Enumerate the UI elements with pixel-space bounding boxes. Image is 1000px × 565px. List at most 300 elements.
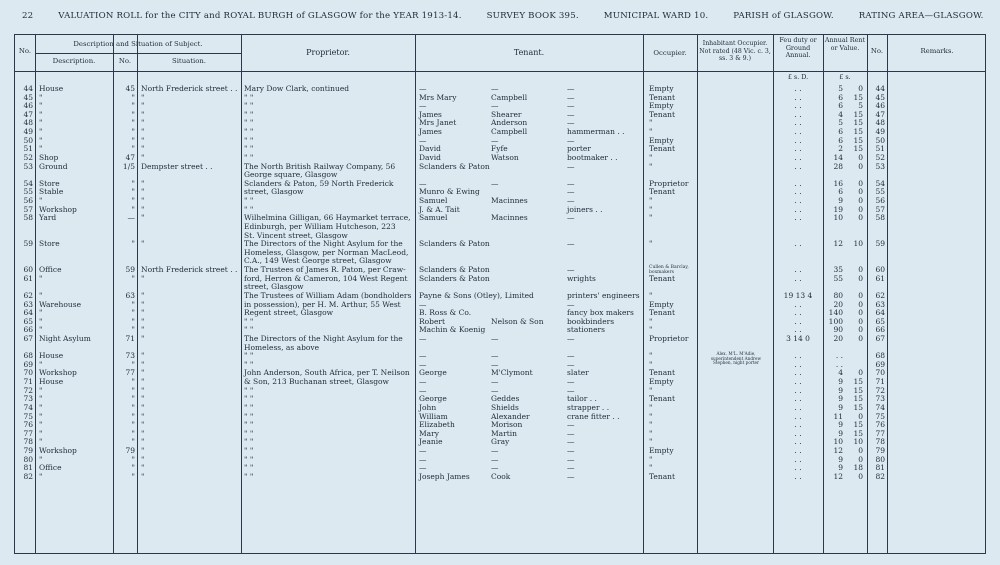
row-proprietor: St. Vincent street, Glasgow <box>244 230 348 240</box>
header-rule <box>15 71 985 72</box>
row-number-right: 66 <box>875 325 885 335</box>
row-number-right: 81 <box>875 463 885 473</box>
row-feu-duty: . . <box>794 299 802 309</box>
row-proprietor: " " <box>244 101 254 111</box>
row-proprietor: & Son, 213 Buchanan street, Glasgow <box>244 377 389 387</box>
row-number: 47 <box>23 109 33 119</box>
row-rent-pounds: 140 <box>828 308 843 318</box>
row-tenant-trade: — <box>567 265 575 275</box>
row-description: " <box>39 385 43 395</box>
row-feu-duty: . . <box>794 135 802 145</box>
row-rent-pounds: 4 <box>838 109 843 119</box>
row-tenant-first: David <box>419 144 441 154</box>
row-occupier: Tenant <box>649 368 676 378</box>
row-rent-pounds: 9 <box>838 463 843 473</box>
row-tenant-first: William <box>419 411 448 421</box>
row-tenant-first: — <box>419 333 427 343</box>
row-number: 68 <box>23 351 33 361</box>
row-tenant-trade: hammerman . . <box>567 127 625 137</box>
row-occupier: Tenant <box>649 273 676 283</box>
row-rent-pounds: 90 <box>833 325 843 335</box>
row-proprietor: The Directors of the Night Asylum for the <box>244 333 403 343</box>
row-description: Night Asylum <box>39 333 91 343</box>
row-rent-shillings: 0 <box>858 299 863 309</box>
row-proprietor: John Anderson, South Africa, per T. Neilson <box>244 368 410 378</box>
row-description: Stable <box>39 187 64 197</box>
row-tenant-first: Payne & Sons (Otley), Limited <box>419 290 534 300</box>
parish: PARISH of GLASGOW. <box>733 11 834 21</box>
row-tenant-first: — <box>419 454 427 464</box>
row-street-number: " <box>131 127 135 137</box>
row-tenant-last: Martin <box>491 428 517 438</box>
row-proprietor: " " <box>244 351 254 361</box>
row-feu-duty: . . <box>794 308 802 318</box>
row-rent-shillings: 15 <box>853 377 863 387</box>
row-tenant-last: Gray <box>491 437 510 447</box>
table-row <box>15 214 987 223</box>
row-proprietor: The North British Railway Company, 56 <box>244 161 396 171</box>
row-description: Shop <box>39 152 59 162</box>
row-tenant-trade: — <box>567 463 575 473</box>
row-tenant-first: Mrs Mary <box>419 92 457 102</box>
row-number: 53 <box>23 161 33 171</box>
row-feu-duty: . . <box>794 144 802 154</box>
row-rent-shillings: 0 <box>858 471 863 481</box>
row-street-number: 47 <box>125 152 135 162</box>
row-tenant-first: Sclanders & Paton <box>419 273 490 283</box>
row-description: " <box>39 290 43 300</box>
row-feu-duty: . . <box>794 118 802 128</box>
row-occupier: Proprietor <box>649 178 689 188</box>
row-situation: " <box>141 290 145 300</box>
row-occupier: Cullen & Barclay, boxmakers <box>649 265 689 275</box>
row-situation: " <box>141 196 145 206</box>
row-rent-pounds: 12 <box>833 471 843 481</box>
row-description: House <box>39 84 64 93</box>
row-description: " <box>39 428 43 438</box>
row-number-right: 70 <box>875 368 885 378</box>
row-rent-pounds: 28 <box>833 161 843 171</box>
row-rent-shillings: 15 <box>853 385 863 395</box>
row-number-right: 63 <box>875 299 885 309</box>
row-number-right: 61 <box>875 273 885 283</box>
row-proprietor: Regent street, Glasgow <box>244 308 334 318</box>
row-description: " <box>39 135 43 145</box>
row-tenant-first: Samuel <box>419 196 448 206</box>
row-situation: " <box>141 213 145 223</box>
row-street-number: " <box>131 394 135 404</box>
row-proprietor: Homeless, Glasgow, per Norman MacLeod, <box>244 247 409 257</box>
row-situation: " <box>141 144 145 154</box>
col-header-feu-units: £ s. D. <box>787 73 809 81</box>
row-proprietor: in possession), per H. M. Arthur, 55 West <box>244 299 401 309</box>
row-rent-pounds: 5 <box>838 118 843 128</box>
row-tenant-last: Macinnes <box>491 196 528 206</box>
row-rent-pounds: 35 <box>833 265 843 275</box>
row-occupier: " <box>649 359 653 369</box>
row-tenant-first: — <box>419 385 427 395</box>
row-street-number: " <box>131 135 135 145</box>
row-rent-shillings: 0 <box>858 187 863 197</box>
row-rent-shillings: 0 <box>858 213 863 223</box>
row-rent-pounds: 6 <box>838 135 843 145</box>
row-tenant-trade: — <box>567 178 575 188</box>
row-number-right: 74 <box>875 402 885 412</box>
row-tenant-last: Geddes <box>491 394 520 404</box>
row-number: 58 <box>23 213 33 223</box>
row-number: 54 <box>23 178 33 188</box>
row-feu-duty: . . <box>794 368 802 378</box>
row-rent-shillings: 15 <box>853 92 863 102</box>
row-rent-pounds: 14 <box>833 152 843 162</box>
row-situation: " <box>141 325 145 335</box>
row-number-right: 49 <box>875 127 885 137</box>
row-street-number: " <box>131 308 135 318</box>
row-occupier: " <box>649 437 653 447</box>
row-tenant-first: — <box>419 359 427 369</box>
row-number: 55 <box>23 187 33 197</box>
row-tenant-trade: — <box>567 187 575 197</box>
row-number: 72 <box>23 385 33 395</box>
row-situation: " <box>141 446 145 456</box>
row-tenant-last: Shearer <box>491 109 522 119</box>
row-tenant-first: James <box>419 109 442 119</box>
row-number-right: 44 <box>875 84 885 93</box>
row-street-number: " <box>131 144 135 154</box>
row-tenant-trade: — <box>567 351 575 361</box>
row-rent-pounds: 6 <box>838 127 843 137</box>
row-proprietor: " " <box>244 118 254 128</box>
row-feu-duty: . . <box>794 101 802 111</box>
row-occupier: Empty <box>649 299 674 309</box>
col-header-proprietor: Proprietor. <box>306 48 350 57</box>
row-rent-shillings: 0 <box>858 84 863 93</box>
row-number-right: 52 <box>875 152 885 162</box>
row-street-number: " <box>131 239 135 249</box>
row-situation: " <box>141 385 145 395</box>
row-tenant-trade: — <box>567 196 575 206</box>
row-rent-shillings: 15 <box>853 135 863 145</box>
row-proprietor: Mary Dow Clark, continued <box>244 84 350 93</box>
row-tenant-last: — <box>491 463 499 473</box>
row-rent-pounds: 2 <box>838 144 843 154</box>
row-feu-duty: . . <box>794 213 802 223</box>
row-occupier: " <box>649 463 653 473</box>
row-tenant-last: — <box>491 84 499 93</box>
row-feu-duty: . . <box>794 385 802 395</box>
row-tenant-last: Shields <box>491 402 519 412</box>
row-tenant-trade: — <box>567 101 575 111</box>
row-tenant-first: Sclanders & Paton <box>419 161 490 171</box>
row-situation: " <box>141 368 145 378</box>
row-street-number: " <box>131 359 135 369</box>
row-proprietor: " " <box>244 420 254 430</box>
row-street-number: 63 <box>125 290 135 300</box>
row-tenant-last: Cook <box>491 471 511 481</box>
row-proprietor: " " <box>244 92 254 102</box>
row-number-right: 54 <box>875 178 885 188</box>
row-rent-pounds: 9 <box>838 454 843 464</box>
row-occupier: Empty <box>649 446 674 456</box>
row-feu-duty: 3 14 0 <box>786 333 810 343</box>
row-situation: " <box>141 135 145 145</box>
row-tenant-trade: — <box>567 239 575 249</box>
row-proprietor: " " <box>244 316 254 326</box>
row-tenant-first: Joseph James <box>419 471 470 481</box>
row-rent-shillings: 0 <box>858 333 863 343</box>
row-proprietor: ford, Herron & Cameron, 104 West Regent <box>244 273 408 283</box>
row-rent-pounds: . . <box>835 351 843 361</box>
row-number: 67 <box>23 333 33 343</box>
row-number-right: 47 <box>875 109 885 119</box>
row-tenant-trade: — <box>567 377 575 387</box>
row-number-right: 62 <box>875 290 885 300</box>
row-tenant-trade: — <box>567 109 575 119</box>
row-number: 65 <box>23 316 33 326</box>
row-number-right: 75 <box>875 411 885 421</box>
row-occupier: " <box>649 118 653 128</box>
table-row <box>15 163 987 172</box>
row-situation: " <box>141 428 145 438</box>
row-street-number: " <box>131 420 135 430</box>
row-situation: " <box>141 109 145 119</box>
row-description: Ground <box>39 161 68 171</box>
row-description: " <box>39 402 43 412</box>
row-description: " <box>39 471 43 481</box>
row-proprietor: " " <box>244 463 254 473</box>
row-occupier: Proprietor <box>649 333 689 343</box>
row-situation: " <box>141 402 145 412</box>
table-row <box>15 249 987 258</box>
col-header-occupier: Occupier. <box>653 49 687 57</box>
row-rent-shillings: 15 <box>853 118 863 128</box>
row-proprietor: Wilhelmina Gilligan, 66 Haymarket terrace, <box>244 213 411 223</box>
row-description: Workshop <box>39 204 77 214</box>
row-number-right: 51 <box>875 144 885 154</box>
row-number-right: 65 <box>875 316 885 326</box>
row-tenant-first: — <box>419 178 427 188</box>
row-tenant-first: — <box>419 135 427 145</box>
row-tenant-trade: bookbinders <box>567 316 615 326</box>
row-tenant-trade: — <box>567 213 575 223</box>
row-street-number: " <box>131 204 135 214</box>
row-description: " <box>39 196 43 206</box>
row-number: 74 <box>23 402 33 412</box>
row-tenant-last: — <box>491 446 499 456</box>
row-situation: " <box>141 239 145 249</box>
row-feu-duty: . . <box>794 161 802 171</box>
row-rent-pounds: 9 <box>838 385 843 395</box>
row-feu-duty: . . <box>794 239 802 249</box>
row-description: Yard <box>39 213 57 223</box>
row-number: 66 <box>23 325 33 335</box>
row-situation: " <box>141 152 145 162</box>
col-header-no-right: No. <box>870 47 884 55</box>
col-header-rent-units: £ s. <box>839 73 851 81</box>
row-number-right: 46 <box>875 101 885 111</box>
row-occupier: " <box>649 204 653 214</box>
roll-title: VALUATION ROLL for the CITY and ROYAL BURGH of GLASGOW for the YEAR 1913-14. <box>58 11 462 21</box>
row-feu-duty: . . <box>794 359 802 369</box>
row-occupier: " <box>649 127 653 137</box>
row-rent-shillings: 0 <box>858 446 863 456</box>
row-tenant-trade: fancy box makers <box>567 308 634 318</box>
row-proprietor: " " <box>244 196 254 206</box>
row-tenant-trade: — <box>567 359 575 369</box>
row-inhabitant: Alex. M'L. M'Adie, superintendent Andrew Stephen, night porter <box>710 351 762 366</box>
row-tenant-last: Macinnes <box>491 213 528 223</box>
row-number: 63 <box>23 299 33 309</box>
col-header-no: No. <box>18 47 32 55</box>
row-tenant-first: Jeanie <box>419 437 443 447</box>
row-proprietor: street, Glasgow <box>244 187 304 197</box>
row-tenant-trade: — <box>567 454 575 464</box>
row-number-right: 69 <box>875 359 885 369</box>
row-proprietor: street, Glasgow <box>244 282 304 292</box>
row-number: 71 <box>23 377 33 387</box>
row-street-number: 73 <box>125 351 135 361</box>
row-rent-pounds: 80 <box>833 290 843 300</box>
row-situation: " <box>141 411 145 421</box>
row-proprietor: Sclanders & Paton, 59 North Frederick <box>244 178 394 188</box>
row-street-number: — <box>127 213 135 223</box>
row-description: House <box>39 377 64 387</box>
row-rent-pounds: 10 <box>833 437 843 447</box>
row-number: 79 <box>23 446 33 456</box>
row-description: House <box>39 351 64 361</box>
row-rent-pounds: 12 <box>833 239 843 249</box>
row-number: 44 <box>23 84 33 93</box>
row-occupier: Empty <box>649 101 674 111</box>
table-row <box>15 473 987 482</box>
row-number-right: 73 <box>875 394 885 404</box>
row-tenant-last: Fyfe <box>491 144 508 154</box>
col-header-feu: Feu duty or Ground Annual. <box>779 36 817 60</box>
row-tenant-trade: — <box>567 118 575 128</box>
row-tenant-last: — <box>491 377 499 387</box>
row-rent-shillings: 0 <box>858 161 863 171</box>
row-number-right: 57 <box>875 204 885 214</box>
row-number: 75 <box>23 411 33 421</box>
row-situation: " <box>141 454 145 464</box>
row-proprietor: " " <box>244 402 254 412</box>
col-header-description: Description. <box>52 57 96 65</box>
table-row <box>15 223 987 232</box>
row-tenant-trade: — <box>567 84 575 93</box>
row-feu-duty: . . <box>794 109 802 119</box>
row-description: " <box>39 437 43 447</box>
row-feu-duty: . . <box>794 325 802 335</box>
row-street-number: " <box>131 196 135 206</box>
row-situation: " <box>141 471 145 481</box>
row-occupier: " <box>649 402 653 412</box>
row-tenant-first: — <box>419 299 427 309</box>
row-street-number: " <box>131 92 135 102</box>
row-tenant-trade: tailor . . <box>567 394 597 404</box>
row-number: 62 <box>23 290 33 300</box>
row-number: 57 <box>23 204 33 214</box>
row-rent-pounds: 55 <box>833 273 843 283</box>
col-header-tenant: Tenant. <box>513 48 545 57</box>
row-description: " <box>39 109 43 119</box>
row-number: 82 <box>23 471 33 481</box>
row-occupier: Tenant <box>649 394 676 404</box>
row-tenant-last: Nelson & Son <box>491 316 544 326</box>
row-feu-duty: . . <box>794 273 802 283</box>
row-tenant-last: — <box>491 135 499 145</box>
row-street-number: " <box>131 377 135 387</box>
row-rent-pounds: 20 <box>833 333 843 343</box>
row-number: 73 <box>23 394 33 404</box>
col-header-rent: Annual Rent or Value. <box>824 36 866 52</box>
row-street-number: 1/5 <box>122 161 135 171</box>
row-tenant-trade: — <box>567 135 575 145</box>
row-street-number: " <box>131 411 135 421</box>
row-tenant-first: James <box>419 127 442 137</box>
row-number-right: 79 <box>875 446 885 456</box>
row-number: 69 <box>23 359 33 369</box>
row-description: Office <box>39 265 62 275</box>
row-description: " <box>39 273 43 283</box>
row-proprietor: " " <box>244 411 254 421</box>
row-tenant-trade: strapper . . <box>567 402 610 412</box>
row-situation: " <box>141 273 145 283</box>
row-proprietor: The Trustees of James R. Paton, per Craw- <box>244 265 406 275</box>
row-rent-pounds: 6 <box>838 187 843 197</box>
row-tenant-first: — <box>419 463 427 473</box>
row-tenant-first: — <box>419 101 427 111</box>
row-tenant-trade: — <box>567 437 575 447</box>
row-proprietor: " " <box>244 109 254 119</box>
table-row <box>15 335 987 344</box>
row-situation: " <box>141 178 145 188</box>
row-street-number: " <box>131 101 135 111</box>
row-number: 56 <box>23 196 33 206</box>
row-proprietor: " " <box>244 428 254 438</box>
row-rent-pounds: 9 <box>838 196 843 206</box>
rating-area: RATING AREA—GLASGOW. <box>858 11 984 21</box>
row-occupier: Empty <box>649 377 674 387</box>
row-tenant-first: Sclanders & Paton <box>419 239 490 249</box>
row-description: " <box>39 308 43 318</box>
row-rent-shillings: 0 <box>858 178 863 188</box>
row-tenant-trade: porter <box>567 144 591 154</box>
row-description: Store <box>39 239 60 249</box>
row-number: 52 <box>23 152 33 162</box>
row-street-number: 45 <box>125 84 135 93</box>
row-rent-shillings: 10 <box>853 239 863 249</box>
row-description: " <box>39 144 43 154</box>
row-tenant-trade: crane fitter . . <box>567 411 620 421</box>
row-number-right: 68 <box>875 351 885 361</box>
row-rent-shillings: 0 <box>858 411 863 421</box>
row-rent-pounds: 9 <box>838 402 843 412</box>
row-occupier: " <box>649 454 653 464</box>
row-occupier: " <box>649 385 653 395</box>
row-occupier: Tenant <box>649 144 676 154</box>
row-number-right: 59 <box>875 239 885 249</box>
row-tenant-first: Mary <box>419 428 439 438</box>
row-feu-duty: . . <box>794 402 802 412</box>
row-feu-duty: . . <box>794 187 802 197</box>
row-situation: " <box>141 118 145 128</box>
col-header-inhabitant: Inhabitant Occupier. Not rated (48 Vic. c. 3, ss. 3 & 9.) <box>699 40 771 62</box>
row-tenant-last: Campbell <box>491 92 528 102</box>
row-tenant-first: George <box>419 394 447 404</box>
row-street-number: " <box>131 187 135 197</box>
row-number: 64 <box>23 308 33 318</box>
row-rent-shillings: 15 <box>853 144 863 154</box>
